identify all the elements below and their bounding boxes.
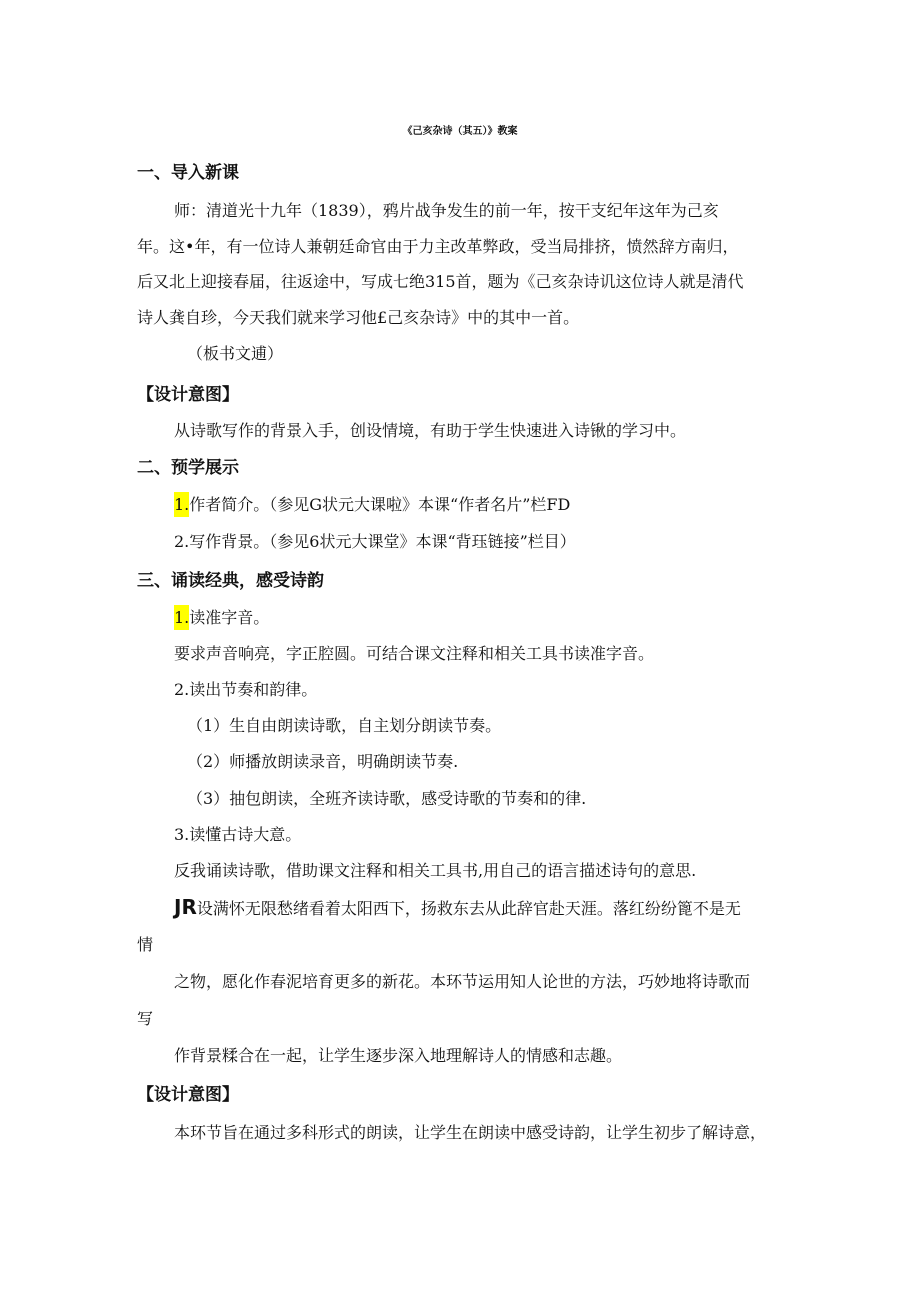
highlighted-number: 1.	[174, 492, 189, 517]
paragraph-line: 后又北上迎接春届，往返途中，写成七绝315首，题为《己亥杂诗讥这位诗人就是清代	[137, 272, 744, 291]
section-heading-preview: 二、预学展示	[137, 458, 239, 478]
paragraph-line: 要求声音响亮，字正腔圆。可结合课文注释和相关工具书读准字音。	[174, 644, 655, 663]
sub-list-item: （1）生自由朗读诗歌，自主划分朗读节奏。	[187, 716, 502, 735]
sub-list-item: （2）师播放朗读录音，明确朗读节奏.	[187, 752, 459, 771]
design-intent-heading: 【设计意图】	[137, 1085, 239, 1105]
highlighted-number: 1.	[174, 605, 189, 630]
list-item-text: 作者简介。（参见G状元大课啦》本课“作者名片”栏FD	[189, 495, 571, 514]
paragraph-line: 诗人龚自珍，今天我们就来学习他£己亥杂诗》中的其中一首。	[137, 308, 580, 327]
ocr-glyph: JR	[174, 895, 197, 919]
paragraph-line: 年。这•年，有一位诗人兼朝廷命官由于力主改革弊政，受当局排挤，愤然辞方南归，	[137, 237, 739, 256]
section-heading-intro: 一、导入新课	[137, 163, 239, 183]
section-heading-recite: 三、诵读经典，感受诗韵	[137, 571, 324, 591]
paragraph-line: 反我诵读诗歌，借助课文注释和相关工具书,用自己的语言描述诗句的意思.	[174, 861, 697, 880]
paragraph-line: 情	[137, 935, 154, 954]
sub-list-item: （3）抽包朗读，全班齐读诗歌，感受诗歌的节奏和的律.	[187, 789, 587, 808]
paragraph-line: 本环节旨在通过多科形式的朗读，让学生在朗读中感受诗韵，让学生初步了解诗意，	[174, 1123, 767, 1142]
list-item	[174, 494, 570, 516]
board-note: （板书文逋）	[187, 344, 284, 363]
paragraph-line: 作背景糅合在一起，让学生逐步深入地理解诗人的情感和志趣。	[174, 1046, 623, 1065]
list-item	[174, 607, 269, 629]
paragraph-line: 师：清道光十九年（1839），鸦片战争发生的前一年，按干支纪年这年为己亥	[174, 201, 719, 220]
paragraph-text: 设满怀无限愁绪看着太阳西下，扬救东去从此辞官赴天涯。落红纷纷篦不是无	[196, 899, 741, 918]
paragraph-line: 之物，愿化作春泥培育更多的新花。本环节运用知人论世的方法，巧妙地将诗歌而	[174, 972, 751, 991]
document-title: 《己亥杂诗（其五）》教案	[402, 126, 518, 137]
paragraph-line: 写	[137, 1009, 154, 1028]
list-item: 3.读懂古诗大意。	[174, 825, 302, 844]
design-intent-heading: 【设计意图】	[137, 385, 239, 405]
paragraph-line	[174, 896, 741, 920]
paragraph-line: 从诗歌写作的背景入手，创设情境，有助于学生快速进入诗锹的学习中。	[174, 421, 687, 440]
list-item: 2.写作背景。（参见6状元大课堂》本课“背珏链接”栏目）	[174, 532, 576, 551]
list-item: 2.读出节奏和韵律。	[174, 680, 318, 699]
list-item-text: 读准字音。	[189, 608, 270, 627]
